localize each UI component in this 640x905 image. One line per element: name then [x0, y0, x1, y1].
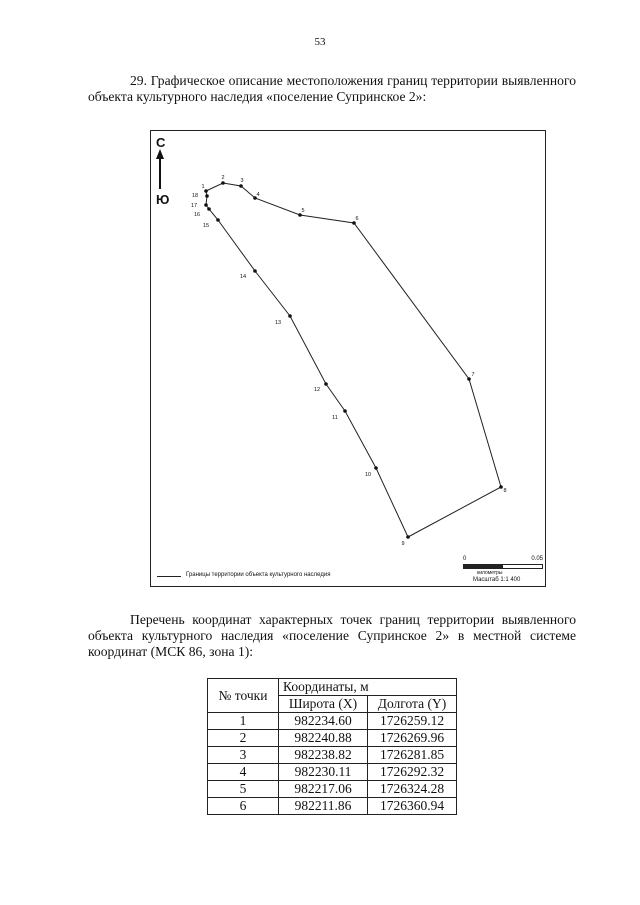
header-longitude: Долгота (Y): [368, 696, 457, 713]
point-label: 6: [355, 216, 359, 222]
boundary-point-2: [221, 181, 225, 185]
table-row: [208, 730, 457, 747]
point-label: 9: [401, 541, 405, 547]
scale-ratio-label: Масштаб 1:1 400: [473, 577, 521, 583]
south-label: Ю: [156, 192, 170, 207]
point-label: 14: [239, 274, 247, 280]
point-label: 12: [313, 387, 321, 393]
boundary-point-7: [467, 377, 471, 381]
cell-longitude: 1726292.32: [368, 764, 457, 781]
cell-point-number: 3: [208, 747, 279, 764]
boundary-point-12: [324, 382, 328, 386]
coordinate-list-intro: Перечень координат характерных точек границ территории выявленного объекта культурного наследия «поселение Супринское 2» в местной системе координат (МСК 86, зона 1):: [88, 612, 576, 659]
legend-line-icon: [157, 576, 181, 577]
point-label: 17: [190, 203, 198, 209]
point-label: 7: [471, 372, 475, 378]
boundary-point-8: [499, 485, 503, 489]
scale-max-label: 0.05: [531, 556, 543, 562]
north-arrow-icon: [156, 149, 164, 189]
cell-point-number: 4: [208, 764, 279, 781]
cell-longitude: 1726259.12: [368, 713, 457, 730]
header-latitude: Широта (X): [279, 696, 368, 713]
scale-unit-label: километры: [477, 570, 503, 576]
cell-longitude: 1726269.96: [368, 730, 457, 747]
cell-latitude: 982240.88: [279, 730, 368, 747]
page-number: 53: [314, 36, 326, 48]
boundary-point-10: [374, 466, 378, 470]
cell-longitude: 1726324.28: [368, 781, 457, 798]
point-label: 15: [202, 223, 210, 229]
map-canvas: [151, 131, 547, 588]
boundary-point-1: [204, 189, 208, 193]
table-row: [208, 747, 457, 764]
point-label: 8: [503, 488, 507, 494]
header-coordinates: Координаты, м: [279, 679, 457, 696]
point-label: 13: [274, 320, 282, 326]
cell-latitude: 982238.82: [279, 747, 368, 764]
boundary-point-16: [207, 207, 211, 211]
boundary-point-18: [205, 194, 209, 198]
boundary-point-13: [288, 314, 292, 318]
table-row: [208, 713, 457, 730]
map-legend: [157, 572, 417, 582]
boundary-point-11: [343, 409, 347, 413]
point-label: 4: [256, 192, 260, 198]
cell-point-number: 2: [208, 730, 279, 747]
table-header-row: [208, 679, 457, 696]
point-label: 1: [201, 184, 205, 190]
point-label: 11: [332, 415, 338, 421]
scale-zero-label: 0: [463, 556, 467, 562]
point-label: 10: [364, 472, 372, 478]
cell-latitude: 982217.06: [279, 781, 368, 798]
cell-longitude: 1726360.94: [368, 798, 457, 815]
table-row: [208, 798, 457, 815]
legend-text: Границы территории объекта культурного наследия: [186, 572, 331, 578]
header-point-number: № точки: [208, 679, 279, 713]
cell-latitude: 982234.60: [279, 713, 368, 730]
section-heading: 29. Графическое описание местоположения границ территории выявленного объекта культурного наследия «поселение Супринское 2»:: [88, 73, 576, 104]
scale-bar-graphic: [463, 564, 543, 569]
table-row: [208, 781, 457, 798]
boundary-point-14: [253, 269, 257, 273]
north-label: С: [156, 135, 166, 150]
point-label: 5: [301, 208, 305, 214]
boundary-point-9: [406, 535, 410, 539]
boundary-point-15: [216, 218, 220, 222]
point-label: 2: [221, 175, 225, 181]
cell-point-number: 1: [208, 713, 279, 730]
cell-longitude: 1726281.85: [368, 747, 457, 764]
cell-latitude: 982230.11: [279, 764, 368, 781]
point-label: 16: [193, 212, 201, 218]
map-figure: [150, 130, 546, 587]
boundary-point-3: [239, 184, 243, 188]
cell-point-number: 5: [208, 781, 279, 798]
coordinates-table: [207, 678, 457, 815]
cell-latitude: 982211.86: [279, 798, 368, 815]
point-label: 18: [191, 193, 199, 199]
boundary-point-17: [204, 203, 208, 207]
cell-point-number: 6: [208, 798, 279, 815]
point-label: 3: [240, 178, 244, 184]
table-row: [208, 764, 457, 781]
territory-boundary: [206, 183, 501, 537]
scale-bar: [463, 556, 543, 586]
